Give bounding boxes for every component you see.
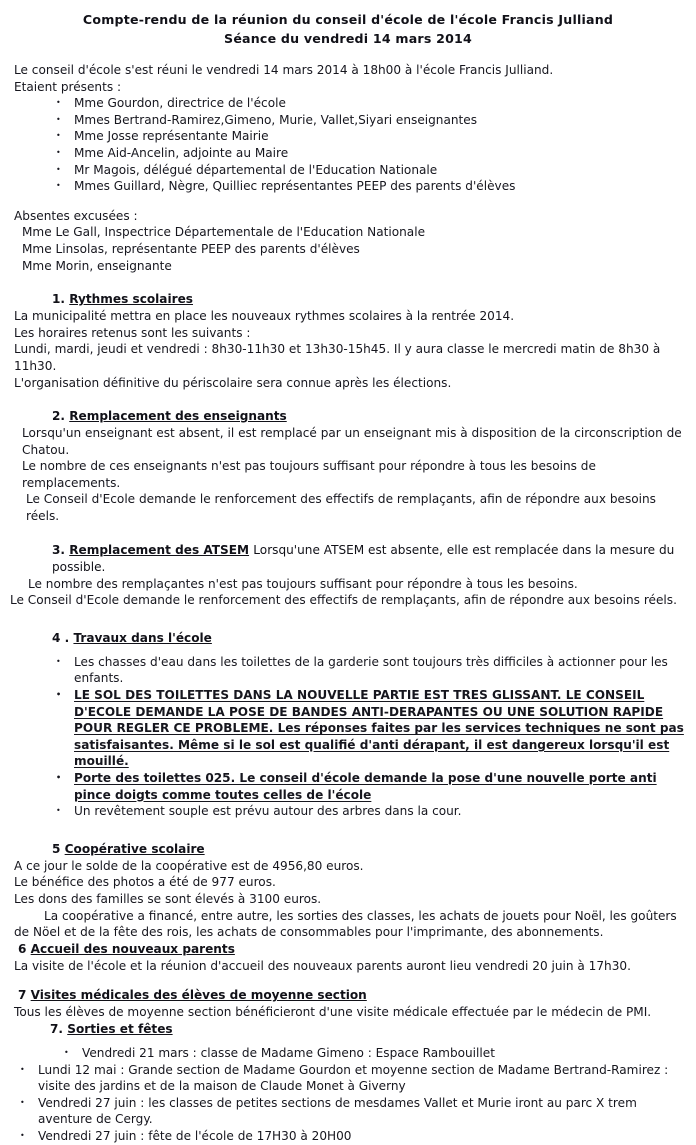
section-number: 4 . bbox=[52, 630, 74, 645]
paragraph: La municipalité mettra en place les nouveaux rythmes scolaires à la rentrée 2014. bbox=[14, 309, 515, 324]
section-number: 5 bbox=[52, 841, 65, 856]
intro-opening: Le conseil d'école s'est réuni le vendredi 14 mars 2014 à 18h00 à l'école Francis Julliand. bbox=[14, 63, 554, 77]
list-item: • Vendredi 21 mars : classe de Madame Gimeno : Espace Rambouillet bbox=[60, 1045, 688, 1062]
list-item: • Un revêtement souple est prévu autour des arbres dans la cour. bbox=[52, 803, 688, 820]
section-title: Sorties et fêtes bbox=[67, 1021, 173, 1036]
paragraph: Lundi, mardi, jeudi et vendredi : 8h30-11h30 et 13h30-15h45. Il y aura classe le mercredi matin de 8h30 à 11h30. bbox=[14, 342, 661, 373]
section-heading-rythmes-scolaires bbox=[8, 291, 688, 308]
section-heading-travaux bbox=[8, 630, 688, 647]
section-number: 6 bbox=[18, 941, 31, 956]
list-item: • Mme Gourdon, directrice de l'école bbox=[52, 95, 688, 112]
paragraph: L'organisation définitive du périscolaire sera connue après les élections. bbox=[14, 375, 452, 390]
excused-item: Mme Le Gall, Inspectrice Départementale de l'Education Nationale bbox=[22, 225, 426, 240]
sorties-bullet-list bbox=[16, 1045, 688, 1145]
section-heading-cooperative bbox=[8, 841, 688, 858]
list-item: • Mr Magois, délégué départemental de l'Education Nationale bbox=[52, 162, 688, 179]
section-number: 7. bbox=[50, 1021, 68, 1036]
list-item: • Vendredi 27 juin : les classes de petites sections de mesdames Vallet et Murie iront au parc X trem aventure de Cergy. bbox=[16, 1095, 688, 1128]
paragraph: La coopérative a financé, entre autre, les sorties des classes, les achats de jouets pour Noël, les goûters de Nöel et de la fête des rois, les achats de consommables pour l'imprimante, des abonnements. bbox=[14, 908, 677, 940]
excused-label: Absentes excusées : bbox=[14, 208, 138, 223]
paragraph: Le nombre des remplaçantes n'est pas toujours suffisant pour répondre à tous les besoins. bbox=[28, 576, 578, 591]
paragraph: Les horaires retenus sont les suivants : bbox=[14, 325, 251, 340]
section-number: 7 bbox=[18, 988, 31, 1003]
section-heading-remplacement-enseignants bbox=[8, 408, 688, 425]
list-item: • Lundi 12 mai : Grande section de Madame Gourdon et moyenne section de Madame Bertrand-Ramirez : visite des jardins et de la maison de Claude Monet à Giverny bbox=[16, 1062, 688, 1095]
list-item: • Mme Josse représentante Mairie bbox=[52, 128, 688, 145]
list-item: • Mmes Bertrand-Ramirez,Gimeno, Murie, Vallet,Siyari enseignantes bbox=[52, 112, 688, 129]
section-heading-remplacement-atsem bbox=[8, 542, 688, 576]
list-item: • Mmes Guillard, Nègre, Quilliec représentantes PEEP des parents d'élèves bbox=[52, 178, 688, 195]
list-item-highlighted bbox=[52, 687, 688, 770]
section-heading-visites-medicales bbox=[8, 987, 688, 1004]
paragraph: La visite de l'école et la réunion d'accueil des nouveaux parents auront lieu vendredi 20 juin à 17h30. bbox=[14, 958, 631, 973]
list-item-text: LE SOL DES TOILETTES DANS LA NOUVELLE PARTIE EST TRES GLISSANT. LE CONSEIL D'ECOLE DEMANDE LA POSE DE BANDES ANTI-DERAPANTES OU UNE SOLUTION RAPIDE POUR REGLER CE PROBLEME. Les réponses faites par les services techniques ne sont pas satisfaisantes. Même si le sol est qualifié d'anti dérapant, il est dangereux lorsqu'il est mouillé. bbox=[74, 688, 684, 769]
list-item-highlighted bbox=[52, 770, 688, 803]
section-number: 3. bbox=[52, 542, 70, 557]
section-heading-accueil-parents bbox=[8, 941, 688, 958]
section-title: Remplacement des enseignants bbox=[69, 409, 287, 424]
paragraph: Les dons des familles se sont élevés à 3100 euros. bbox=[14, 891, 322, 906]
section-heading-tail: Lorsqu'une ATSEM est absente, elle est remplacée dans la mesure du possible. bbox=[52, 542, 675, 574]
document-title: Compte-rendu de la réunion du conseil d'école de l'école Francis Julliand bbox=[82, 12, 614, 27]
list-item: • Mme Aid-Ancelin, adjointe au Maire bbox=[52, 145, 688, 162]
excused-item: Mme Morin, enseignante bbox=[22, 258, 172, 273]
paragraph: Le nombre de ces enseignants n'est pas toujours suffisant pour répondre à tous les besoins de remplacements. bbox=[22, 459, 596, 490]
section-heading-sorties-fetes bbox=[8, 1021, 688, 1038]
list-item-text: Porte des toilettes 025. Le conseil d'école demande la pose d'une nouvelle porte anti pince doigts comme toutes celles de l'école bbox=[74, 771, 657, 802]
section-title: Travaux dans l'école bbox=[73, 630, 212, 645]
section-number: 2. bbox=[52, 409, 70, 424]
excused-item: Mme Linsolas, représentante PEEP des parents d'élèves bbox=[22, 241, 360, 256]
paragraph: Lorsqu'un enseignant est absent, il est remplacé par un enseignant mis à disposition de la circonscription de Chatou. bbox=[22, 426, 682, 457]
paragraph: A ce jour le solde de la coopérative est de 4956,80 euros. bbox=[14, 858, 364, 873]
paragraph: Le Conseil d'Ecole demande le renforcement des effectifs de remplaçants, afin de répondre aux besoins réels. bbox=[26, 492, 656, 524]
list-item: • Vendredi 27 juin : fête de l'école de 17H30 à 20H00 bbox=[16, 1128, 688, 1145]
section-title: Coopérative scolaire bbox=[64, 841, 205, 856]
section-title: Remplacement des ATSEM bbox=[69, 542, 250, 557]
attendees-list bbox=[52, 95, 688, 195]
section-number: 1. bbox=[52, 292, 70, 307]
list-item: • Les chasses d'eau dans les toilettes de la garderie sont toujours très difficiles à actionner pour les enfants. bbox=[52, 654, 688, 687]
paragraph: Le bénéfice des photos a été de 977 euros. bbox=[14, 875, 276, 890]
section-title: Visites médicales des élèves de moyenne section bbox=[30, 988, 367, 1003]
paragraph: Le Conseil d'Ecole demande le renforcement des effectifs de remplaçants, afin de répondre aux besoins réels. bbox=[10, 593, 677, 608]
travaux-bullet-list bbox=[52, 654, 688, 820]
paragraph: Tous les élèves de moyenne section bénéficieront d'une visite médicale effectuée par le médecin de PMI. bbox=[14, 1005, 652, 1020]
intro-present-label: Etaient présents : bbox=[14, 79, 122, 94]
section-title: Accueil des nouveaux parents bbox=[30, 941, 235, 956]
document-subtitle: Séance du vendredi 14 mars 2014 bbox=[224, 31, 472, 46]
section-title: Rythmes scolaires bbox=[69, 292, 193, 307]
